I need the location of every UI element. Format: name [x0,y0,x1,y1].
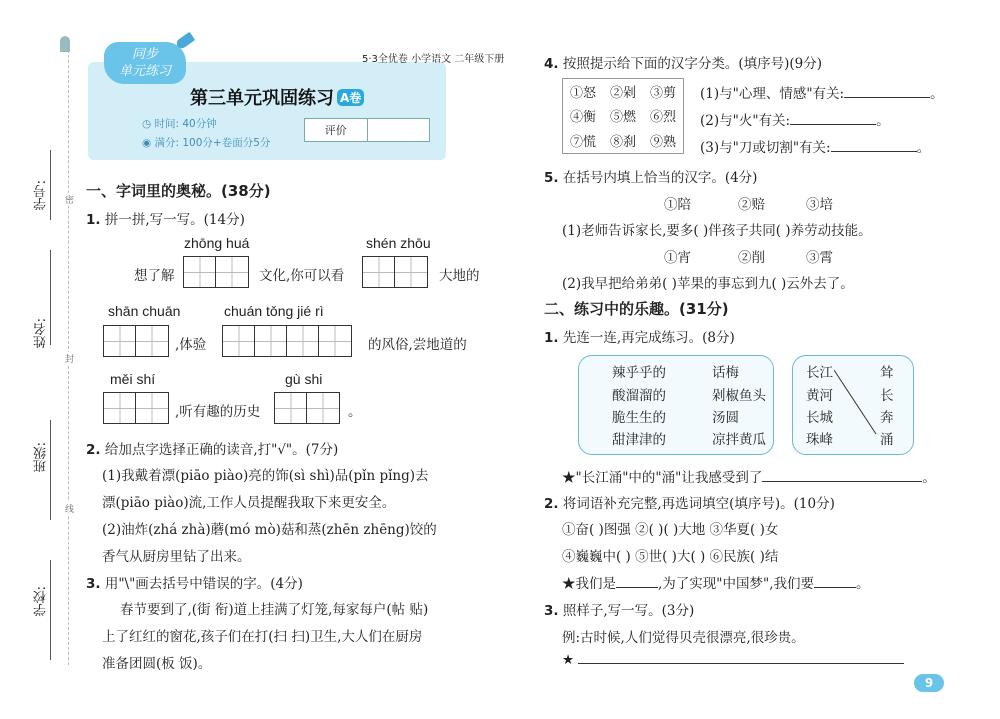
writing-grid[interactable] [362,256,428,288]
match-item[interactable]: 奔 [880,410,894,426]
example-sentence: 例:古时候,人们觉得贝壳很漂亮,很珍贵。 [562,630,805,646]
fill-sentence: (2)我早把给弟弟( )苹果的事忘到九( )云外去了。 [562,276,854,292]
answer-blank[interactable] [844,97,930,98]
question-s2-2: 2. 将词语补充完整,再选词填空(填序号)。(10分) [544,496,835,512]
sentence-text: 文化,你可以看 [259,268,345,284]
sentence-text: 大地的 [439,268,480,284]
pinyin: shén zhōu [366,235,431,251]
sentence-text: ,体验 [175,337,207,353]
clock-icon: ◷ [142,118,155,130]
star-question: ★"长江涌"中的"涌"让我感受到了 。 [562,470,936,486]
match-item[interactable]: 凉拌黄瓜 [712,432,766,448]
question-2: 2. 给加点字选择正确的读音,打"√"。(7分) [86,442,339,458]
pinyin: měi shí [110,371,156,387]
score-info: ◉ 满分: 100分+卷面分5分 [142,137,271,149]
sentence-text: ,听有趣的历史 [175,404,261,420]
name-label: 姓名: [34,318,49,349]
paragraph-line: 上了红红的窗花,孩子们在打(扫 扫)卫生,大人们在厨房 [102,629,423,645]
answer-blank[interactable] [762,481,922,482]
star-question: ★ [562,652,904,668]
time-info: ◷ 时间: 40分钟 [142,118,217,130]
match-item[interactable]: 汤圆 [712,410,739,426]
match-item[interactable]: 话梅 [712,365,739,381]
check-icon: ◉ [142,137,155,149]
volume-badge: A卷 [337,89,364,106]
page-number: 9 [914,674,944,692]
pronunciation-line: (1)我戴着漂(piāo piào)亮的饰(sì shì)品(pǐn pǐng)去 [102,468,429,484]
idiom-fill-line: ④巍巍中( ) ⑤世( )大( ) ⑥民族( )结 [562,549,779,565]
seal-mark-xian: 线 [63,504,73,513]
match-item[interactable]: 酸溜溜的 [612,388,666,404]
fill-sentence: (1)老师告诉家长,要多( )伴孩子共同( )养劳动技能。 [562,223,872,239]
match-item[interactable]: 长江 [806,365,833,381]
question-1: 1. 拼一拼,写一写。(14分) [86,212,245,228]
book-info: 5·3全优卷 小学语文 二年级下册 [362,54,505,65]
option: ③霄 [806,250,833,266]
school-label: 学校: [34,586,49,617]
writing-grid[interactable] [222,325,352,357]
category-hint: (2)与"火"有关: 。 [700,113,890,129]
pinyin: chuán tǒng jié rì [224,303,324,319]
paragraph-line: 准备团圆(板 饭)。 [102,656,212,672]
class-label: 班级: [34,442,49,473]
section-2-heading: 二、练习中的乐趣。(31分) [544,300,729,318]
page-title: 第三单元巩固练习 A卷 [190,84,364,110]
seal-mark-mi: 密 [63,195,73,204]
question-s2-3: 3. 照样子,写一写。(3分) [544,603,695,619]
evaluation-value[interactable] [368,119,430,141]
option: ③培 [806,197,833,213]
match-item[interactable]: 甜津津的 [612,432,666,448]
unit-tag: 同步 单元练习 [104,42,186,84]
category-hint: (1)与"心理、情感"有关: 。 [700,86,944,102]
match-item[interactable]: 辣乎乎的 [612,365,666,381]
pinyin: zhōng huá [184,235,250,251]
answer-blank[interactable] [616,587,658,588]
evaluation-box: 评价 [304,118,430,142]
school-line [50,560,51,660]
sentence-text: 想了解 [134,268,175,284]
student-id-line [50,150,51,220]
match-item[interactable]: 长 [880,388,894,404]
question-s2-1: 1. 先连一连,再完成练习。(8分) [544,330,735,346]
match-item[interactable]: 黄河 [806,388,833,404]
writing-grid[interactable] [103,325,169,357]
answer-blank[interactable] [578,663,904,664]
paragraph-line: 春节要到了,(街 衔)道上挂满了灯笼,每家每户(帖 贴) [120,602,429,618]
pronunciation-line: 漂(piāo piào)流,工作人员提醒我取下来更安全。 [102,495,396,511]
sentence-text: 。 [348,404,362,420]
pronunciation-line: 香气从厨房里钻了出来。 [102,549,251,565]
class-line [50,420,51,520]
match-item[interactable]: 耸 [880,365,894,381]
category-hint: (3)与"刀或切割"有关: 。 [700,140,931,156]
pronunciation-line: (2)油炸(zhá zhà)蘑(mó mò)菇和蒸(zhēn zhēng)饺的 [102,522,437,538]
answer-blank[interactable] [831,151,917,152]
name-line [50,250,51,345]
char-table: ①怒 ②剁 ③剪 ④衡 ⑤燃 ⑥烈 ⑦慌 ⑧刹 ⑨熟 [562,78,684,154]
match-item[interactable]: 珠峰 [806,432,833,448]
pinyin: gù shi [285,371,323,387]
seal-mark-feng: 封 [63,354,73,363]
question-5: 5. 在括号内填上恰当的汉字。(4分) [544,170,758,186]
writing-grid[interactable] [274,392,340,424]
question-4: 4. 按照提示给下面的汉字分类。(填序号)(9分) [544,56,822,72]
option: ①陪 [664,197,691,213]
sentence-text: 的风俗,尝地道的 [368,337,467,353]
option: ②削 [738,250,765,266]
star-question: ★我们是 ,为了实现"中国梦",我们要 。 [562,576,870,592]
question-3: 3. 用"\"画去括号中错误的字。(4分) [86,576,303,592]
match-item[interactable]: 脆生生的 [612,410,666,426]
pinyin: shān chuān [108,303,181,319]
section-1-heading: 一、字词里的奥秘。(38分) [86,182,271,200]
option: ②赔 [738,197,765,213]
option: ①宵 [664,250,691,266]
idiom-fill-line: ①奋( )图强 ②( )( )大地 ③华夏( )女 [562,522,779,538]
answer-blank[interactable] [814,587,856,588]
rocket-icon [60,36,70,52]
match-item[interactable]: 长城 [806,410,833,426]
student-id-label: 学号: [34,180,49,211]
match-item[interactable]: 涌 [880,432,894,448]
match-item[interactable]: 剁椒鱼头 [712,388,766,404]
answer-blank[interactable] [790,124,876,125]
writing-grid[interactable] [183,256,249,288]
sample-match-line [834,368,880,438]
writing-grid[interactable] [103,392,169,424]
